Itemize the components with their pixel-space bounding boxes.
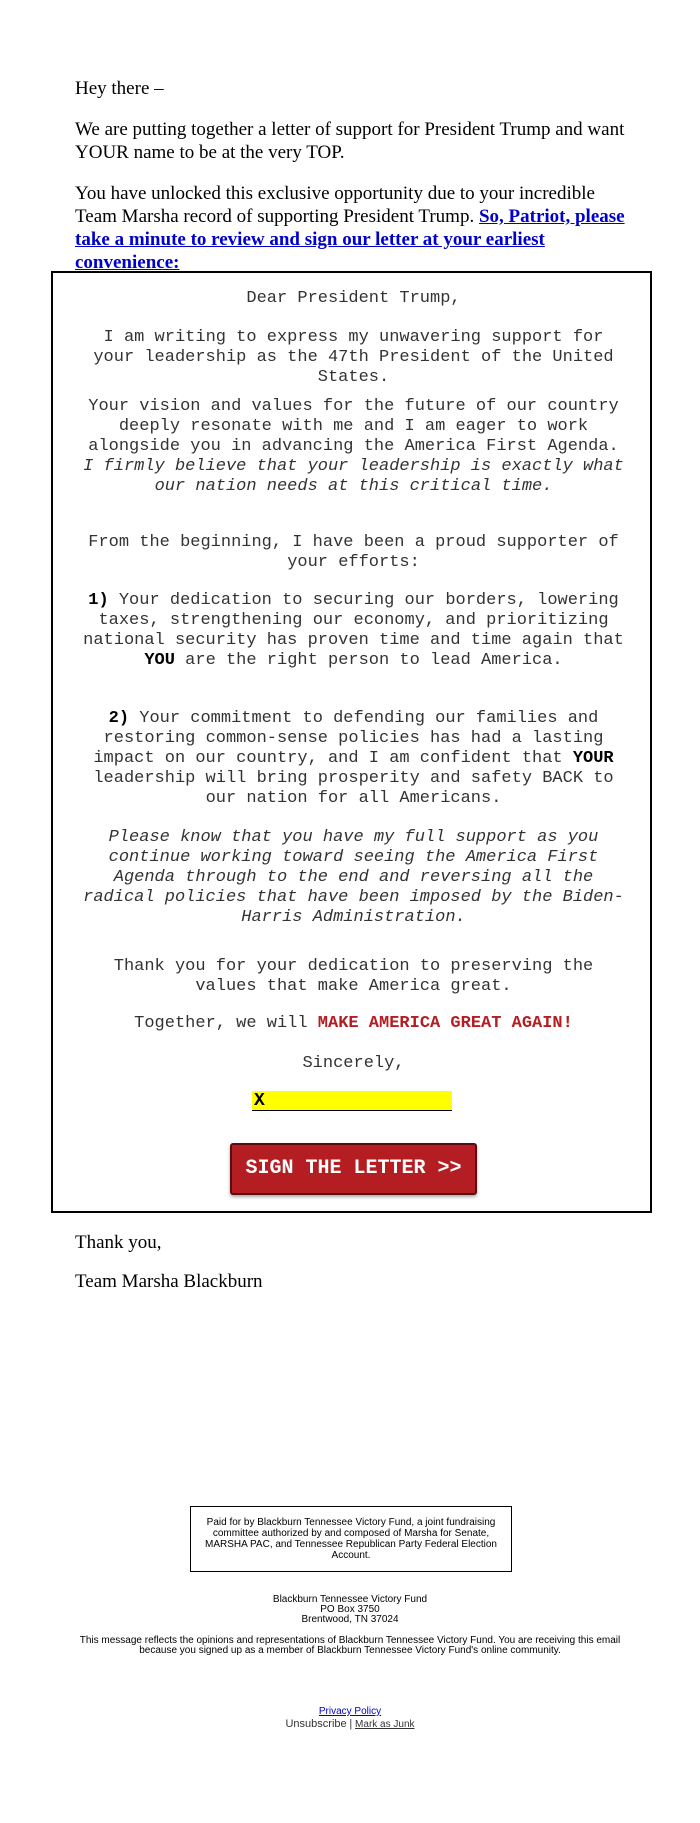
sign-letter-button[interactable]: SIGN THE LETTER >> [230, 1143, 477, 1195]
org-city: Brentwood, TN 37024 [301, 1614, 399, 1625]
item-1-number: 1) [88, 591, 109, 610]
unsubscribe-link[interactable]: Unsubscribe [285, 1718, 347, 1730]
item-2-number: 2) [108, 709, 130, 728]
letter-paragraph-1: I am writing to express my unwavering support for your leadership as the 47th President of the United States. [93, 328, 614, 387]
intro-paragraph-1: We are putting together a letter of support for President Trump and want YOUR name to be at the very TOP. [75, 119, 625, 163]
mark-as-junk-link[interactable]: Mark as Junk [355, 1719, 415, 1730]
item-2-text-b: leadership will bring prosperity and safety BACK to our nation for all Americans. [93, 769, 614, 808]
item-2-text-a: Your commitment to defending our families and restoring common-sense policies has had a lasting impact on our country, and I am confident that [93, 709, 604, 768]
letter-salutation: Dear President Trump, [246, 289, 461, 308]
org-name: Blackburn Tennessee Victory Fund [272, 1594, 428, 1605]
unsubscribe-row [0, 1719, 700, 1730]
closing-signature: Team Marsha Blackburn [75, 1271, 263, 1292]
letter-paragraph-6-plain: Together, we will [134, 1014, 308, 1033]
signature-prefix: X [254, 1091, 265, 1111]
letter-item-1 [81, 591, 626, 671]
privacy-row [0, 1707, 700, 1717]
item-2-emphasis: YOUR [572, 749, 614, 768]
letter-paragraph-2-plain: Your vision and values for the future of our country deeply resonate with me and I am eager to work alongside you in advancing the America First Agenda. [88, 397, 619, 456]
greeting: Hey there – [75, 78, 164, 99]
item-1-text-a: Your dedication to securing our borders, lowering taxes, strengthening our economy, and prioritizing national security has proven time and time again that [83, 591, 624, 650]
signature-line[interactable] [252, 1091, 452, 1111]
item-1-emphasis: YOU [144, 651, 175, 670]
intro-paragraph-2-text: You have unlocked this exclusive opportunity due to your incredible Team Marsha record of supporting President Trump. [75, 183, 595, 227]
paid-for-disclaimer: Paid for by Blackburn Tennessee Victory Fund, a joint fundraising committee authorized by and composed of Marsha for Senate, MARSHA PAC, and Tennessee Republican Party Federal Election Account. [190, 1506, 512, 1572]
letter-paragraph-3: From the beginning, I have been a proud supporter of your efforts: [88, 533, 619, 572]
org-po-box: PO Box 3750 [320, 1604, 380, 1615]
footer-separator: | [349, 1718, 353, 1730]
closing-thanks: Thank you, [75, 1232, 162, 1253]
item-1-text-b: are the right person to lead America. [185, 651, 563, 670]
footer-notice: This message reflects the opinions and representations of Blackburn Tennessee Victory Fund. You are receiving this email because you signed up as a member of Blackburn Tennessee Victory Fund's online community. [79, 1635, 621, 1656]
letter-paragraph-2 [81, 397, 626, 497]
letter-paragraph-6 [81, 1014, 626, 1034]
letter-signoff: Sincerely, [302, 1054, 405, 1073]
letter-paragraph-4: Please know that you have my full support as you continue working toward seeing the America First Agenda through to the end and reversing all the radical policies that have been imposed by the Biden-Harris Administration. [83, 828, 624, 927]
letter-paragraph-5: Thank you for your dedication to preserving the values that make America great. [113, 957, 594, 996]
intro-paragraph-2 [75, 182, 635, 274]
review-letter-link[interactable]: So, Patriot, please take a minute to review and sign our letter at your earliest convenience: [75, 206, 625, 273]
letter-item-2 [81, 709, 626, 809]
letter-box [51, 271, 652, 1213]
privacy-policy-link[interactable]: Privacy Policy [318, 1706, 382, 1717]
maga-slogan: MAKE AMERICA GREAT AGAIN! [317, 1014, 573, 1033]
letter-paragraph-2-italic: I firmly believe that your leadership is exactly what our nation needs at this critical time. [83, 457, 624, 496]
